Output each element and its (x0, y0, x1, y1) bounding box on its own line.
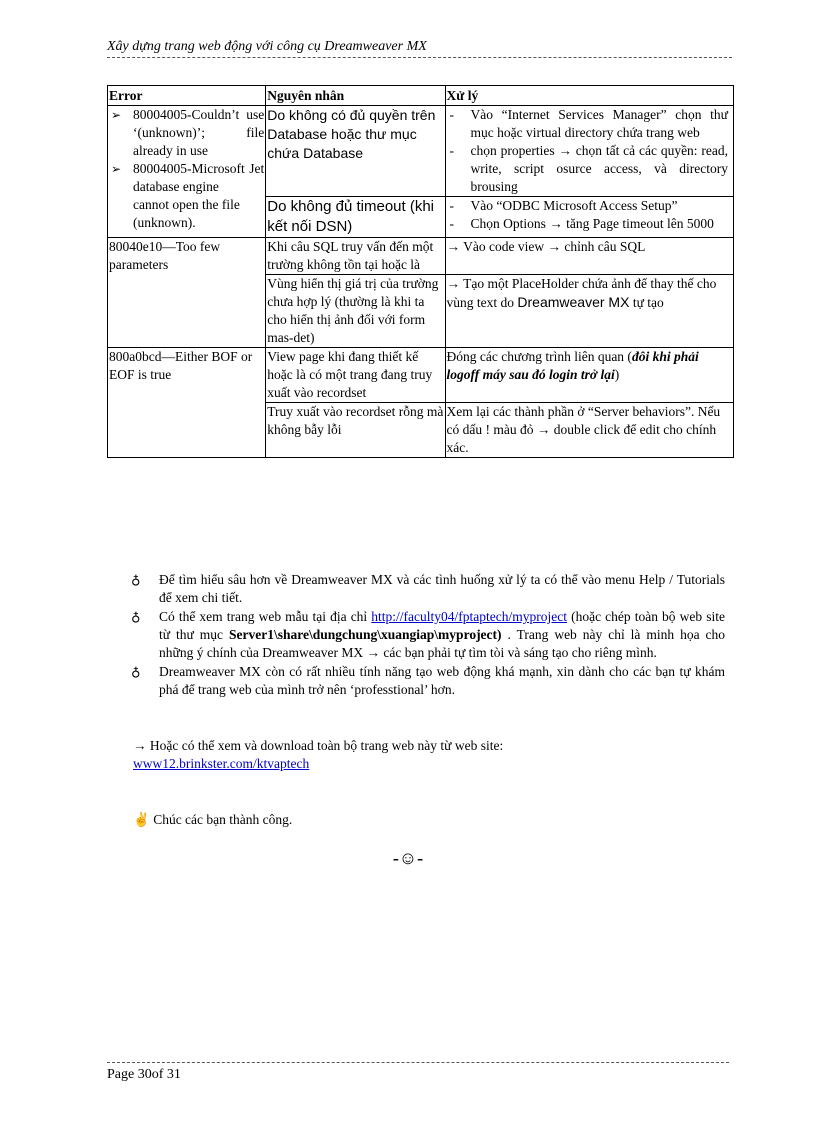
fix-item: chọn properties → chọn tất cả các quyền: read, write, script osurce access, và directory brousing (470, 143, 728, 194)
smiley: -☺- (392, 848, 424, 868)
fix-item: Vào “Internet Services Manager” chọn thư mục hoặc virtual directory chứa trang web (470, 107, 728, 140)
download-link[interactable]: www12.brinkster.com/ktvaptech (133, 756, 310, 771)
error-item: ➢ 80004005-Couldn’t use ‘(unknown)’; file already in use (111, 107, 265, 158)
table-row (108, 106, 734, 197)
cause-cell: Vùng hiển thị giá trị của trường chưa hợp lý (thường là khi ta cho hiển thị ảnh đối với form mas-det) (266, 275, 445, 348)
cause-cell: Khi câu SQL truy vấn đến một trường không tồn tại hoặc là (266, 238, 445, 275)
note-item: ♁ Có thể xem trang web mẫu tại địa chỉ http://faculty04/fptaptech/myproject (hoặc chép toàn bộ web site từ thư mục Server1\share\dungchung\xuangiap\myproject) . Trang web này chỉ là minh họa cho những ý chính của Dreamweaver MX → các bạn phải tự tìm tòi và sáng tạo cho riêng mình. (131, 609, 726, 660)
sample-site-link[interactable]: http://faculty04/fptaptech/myproject (371, 609, 567, 624)
table-row (108, 238, 734, 275)
page-footer (107, 1062, 729, 1083)
cause-cell: Do không đủ timeout (khi kết nối DSN) (266, 197, 445, 238)
fix-cell: Đóng các chương trình liên quan (đôi khi phải logoff máy sau đó login trở lại) (445, 348, 733, 403)
table-header-row (108, 86, 734, 106)
fix-cell: Xem lại các thành phần ở “Server behaviors”. Nếu có dấu ! màu đỏ → double click để edit cho chính xác. (445, 403, 733, 458)
cause-cell: Truy xuất vào recordset rỗng mà không bẫy lỗi (266, 403, 445, 458)
error-cell-1 (108, 106, 266, 238)
page-header (107, 38, 732, 58)
fix-item: Vào “ODBC Microsoft Access Setup” (470, 198, 678, 213)
header-title: Xây dựng trang web động với công cụ Dreamweaver MX (107, 39, 427, 54)
header-fix: Xử lý (445, 86, 733, 106)
fix-cell: - Vào “Internet Services Manager” chọn thư mục hoặc virtual directory chứa trang web - chọn properties → chọn tất cả các quyền: read, write, script osurce access, và directory brousing (445, 106, 733, 197)
server-path: Server1\share\dungchung\xuangiap\myproject) (229, 627, 502, 642)
hand-icon: ✌ (133, 812, 150, 827)
note-bullet-icon: ♁ (131, 609, 141, 624)
arrow-bullet-icon: ➢ (111, 162, 122, 176)
note-item: ♁ Để tìm hiểu sâu hơn về Dreamweaver MX và các tình huống xử lý ta có thể vào menu Help / Tutorials để xem chi tiết. (131, 572, 725, 605)
fix-cell: - Vào “ODBC Microsoft Access Setup” - Chọn Options → tăng Page timeout lên 5000 (445, 197, 733, 238)
error-table (107, 85, 734, 458)
cause-cell: View page khi đang thiết kế hoặc là có một trang đang truy xuất vào recordset (266, 348, 445, 403)
error-cell-2: 80040e10—Too few parameters (108, 238, 266, 348)
cause-cell: Do không có đủ quyền trên Database hoặc thư mục chứa Database (266, 106, 445, 197)
error-cell-3: 800a0bcd—Either BOF or EOF is true (108, 348, 266, 458)
table-row (108, 348, 734, 403)
note-bullet-icon: ♁ (131, 572, 141, 587)
arrow-bullet-icon: ➢ (111, 108, 122, 122)
note-bullet-icon: ♁ (131, 664, 141, 679)
closing-wish: ✌ Chúc các bạn thành công. (133, 812, 293, 827)
fix-item: Chọn Options → tăng Page timeout lên 5000 (470, 216, 714, 231)
error-item: ➢ 80004005-Microsoft Jet database engine (111, 161, 265, 194)
fix-cell: → Tạo một PlaceHolder chứa ảnh để thay thế cho vùng text do Dreamweaver MX tự tạo (445, 275, 733, 348)
fix-cell: → Vào code view → chỉnh câu SQL (445, 238, 733, 275)
download-text: → Hoặc có thể xem và download toàn bộ trang web này từ web site: (133, 738, 504, 753)
note-item: ♁ Dreamweaver MX còn có rất nhiều tính năng tạo web động khá mạnh, xin dành cho các bạn tự khám phá để trang web của mình trở nên ‘professtional’ hơn. (131, 664, 725, 697)
download-note (133, 737, 733, 773)
page-number: Page 30of 31 (107, 1067, 181, 1082)
header-cause: Nguyên nhân (266, 86, 445, 106)
notes-list (131, 571, 725, 700)
error-tail: cannot open the file (unknown). (133, 197, 240, 230)
header-error: Error (108, 86, 266, 106)
